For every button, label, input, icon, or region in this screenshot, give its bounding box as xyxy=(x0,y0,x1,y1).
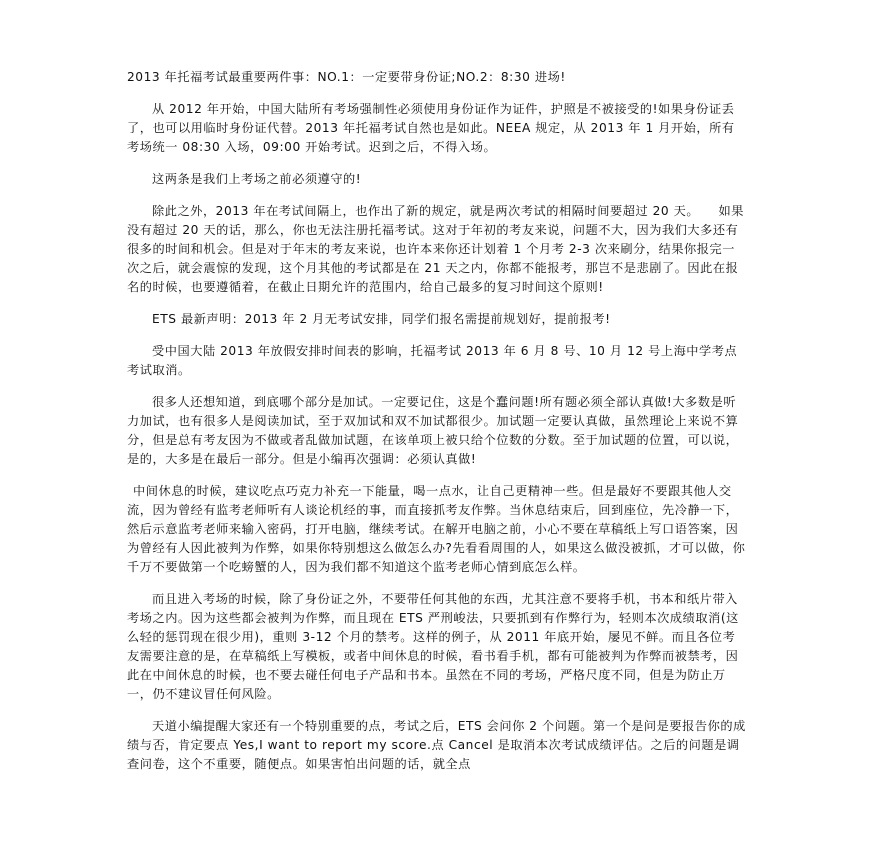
paragraph-shanghai-cancel: 受中国大陆 2013 年放假安排时间表的影响，托福考试 2013 年 6 月 8 号、10 月 12 号上海中学考点考试取消。 xyxy=(127,344,738,377)
paragraph-score-report: 天道小编提醒大家还有一个特别重要的点，考试之后，ETS 会问你 2 个问题。第一个是问是要报告你的成绩与否，肯定要点 Yes,I want to report my score.点 Cancel 是取消本次考试成绩评估。之后的问题是调查问卷，这个不重要，随便点。如果害怕出问题的话，就全点 xyxy=(127,719,746,771)
paragraph-exam-interval: 除此之外，2013 年在考试间隔上，也作出了新的规定，就是两次考试的相隔时间要超过 20 天。 如果没有超过 20 天的话，那么，你也无法注册托福考试。这对于年初的考友来说，问题不大，因为我们大多还有很多的时间和机会。但是对于年末的考友来说，也许本来你还计划着 1 个月考 2-3 次来刷分，结果你报完一次之后，就会震惊的发现，这个月其他的考试都是在 21 天之内，你都不能报考，那岂不是悲剧了。因此在报名的时候，也要遵循着，在截止日期允许的范围内，给自己最多的复习时间这个原则! xyxy=(127,204,744,294)
paragraph-prohibited-items: 而且进入考场的时候，除了身份证之外，不要带任何其他的东西，尤其注意不要将手机，书本和纸片带入考场之内。因为这些都会被判为作弊，而且现在 ETS 严刑峻法，只要抓到有作弊行为，轻则本次成绩取消(这么轻的惩罚现在很少用)，重则 3-12 个月的禁考。这样的例子，从 2011 年底开始，屡见不鲜。而且各位考友需要注意的是，在草稿纸上写模板，或者中间休息的时候，看书看手机，都有可能被判为作弊而被禁考，因此在中间休息的时候，也不要去碰任何电子产品和书本。虽然在不同的考场，严格尺度不同，但是为防止万一，仍不建议冒任何风险。 xyxy=(127,592,739,701)
document-title: 2013 年托福考试最重要两件事：NO.1：一定要带身份证;NO.2：8:30 进场! xyxy=(127,70,566,84)
paragraph-ets-statement: ETS 最新声明：2013 年 2 月无考试安排，同学们报名需提前规划好，提前报考! xyxy=(152,312,611,326)
document-page xyxy=(127,68,747,774)
paragraph-id-requirement: 从 2012 年开始，中国大陆所有考场强制性必须使用身份证作为证件，护照是不被接受的!如果身份证丢了，也可以用临时身份证代替。2013 年托福考试自然也是如此。NEEA 规定，从 2013 年 1 月开始，所有考场统一 08:30 入场，09:00 开始考试。迟到之后，不得入场。 xyxy=(127,102,735,154)
paragraph-extra-section: 很多人还想知道，到底哪个部分是加试。一定要记住，这是个蠢问题!所有题必须全部认真做!大多数是听力加试，也有很多人是阅读加试，至于双加试和双不加试都很少。加试题一定要认真做，虽然理论上来说不算分，但是总有考友因为不做或者乱做加试题，在该单项上被只给个位数的分数。至于加试题的位置，可以说，是的，大多是在最后一部分。但是小编再次强调：必须认真做! xyxy=(127,395,739,466)
paragraph-break-tips: 中间休息的时候，建议吃点巧克力补充一下能量，喝一点水，让自己更精神一些。但是最好不要跟其他人交流，因为曾经有监考老师听有人谈论机经的事，而直接抓考友作弊。当休息结束后，回到座位，先冷静一下，然后示意监考老师来输入密码，打开电脑，继续考试。在解开电脑之前，小心不要在草稿纸上写口语答案，因为曾经有人因此被判为作弊，如果你特别想这么做怎么办?先看看周围的人，如果这么做没被抓，才可以做，你千万不要做第一个吃螃蟹的人，因为我们都不知道这个监考老师心情到底怎么样。 xyxy=(127,484,746,574)
paragraph-rules-note: 这两条是我们上考场之前必须遵守的! xyxy=(152,172,362,186)
